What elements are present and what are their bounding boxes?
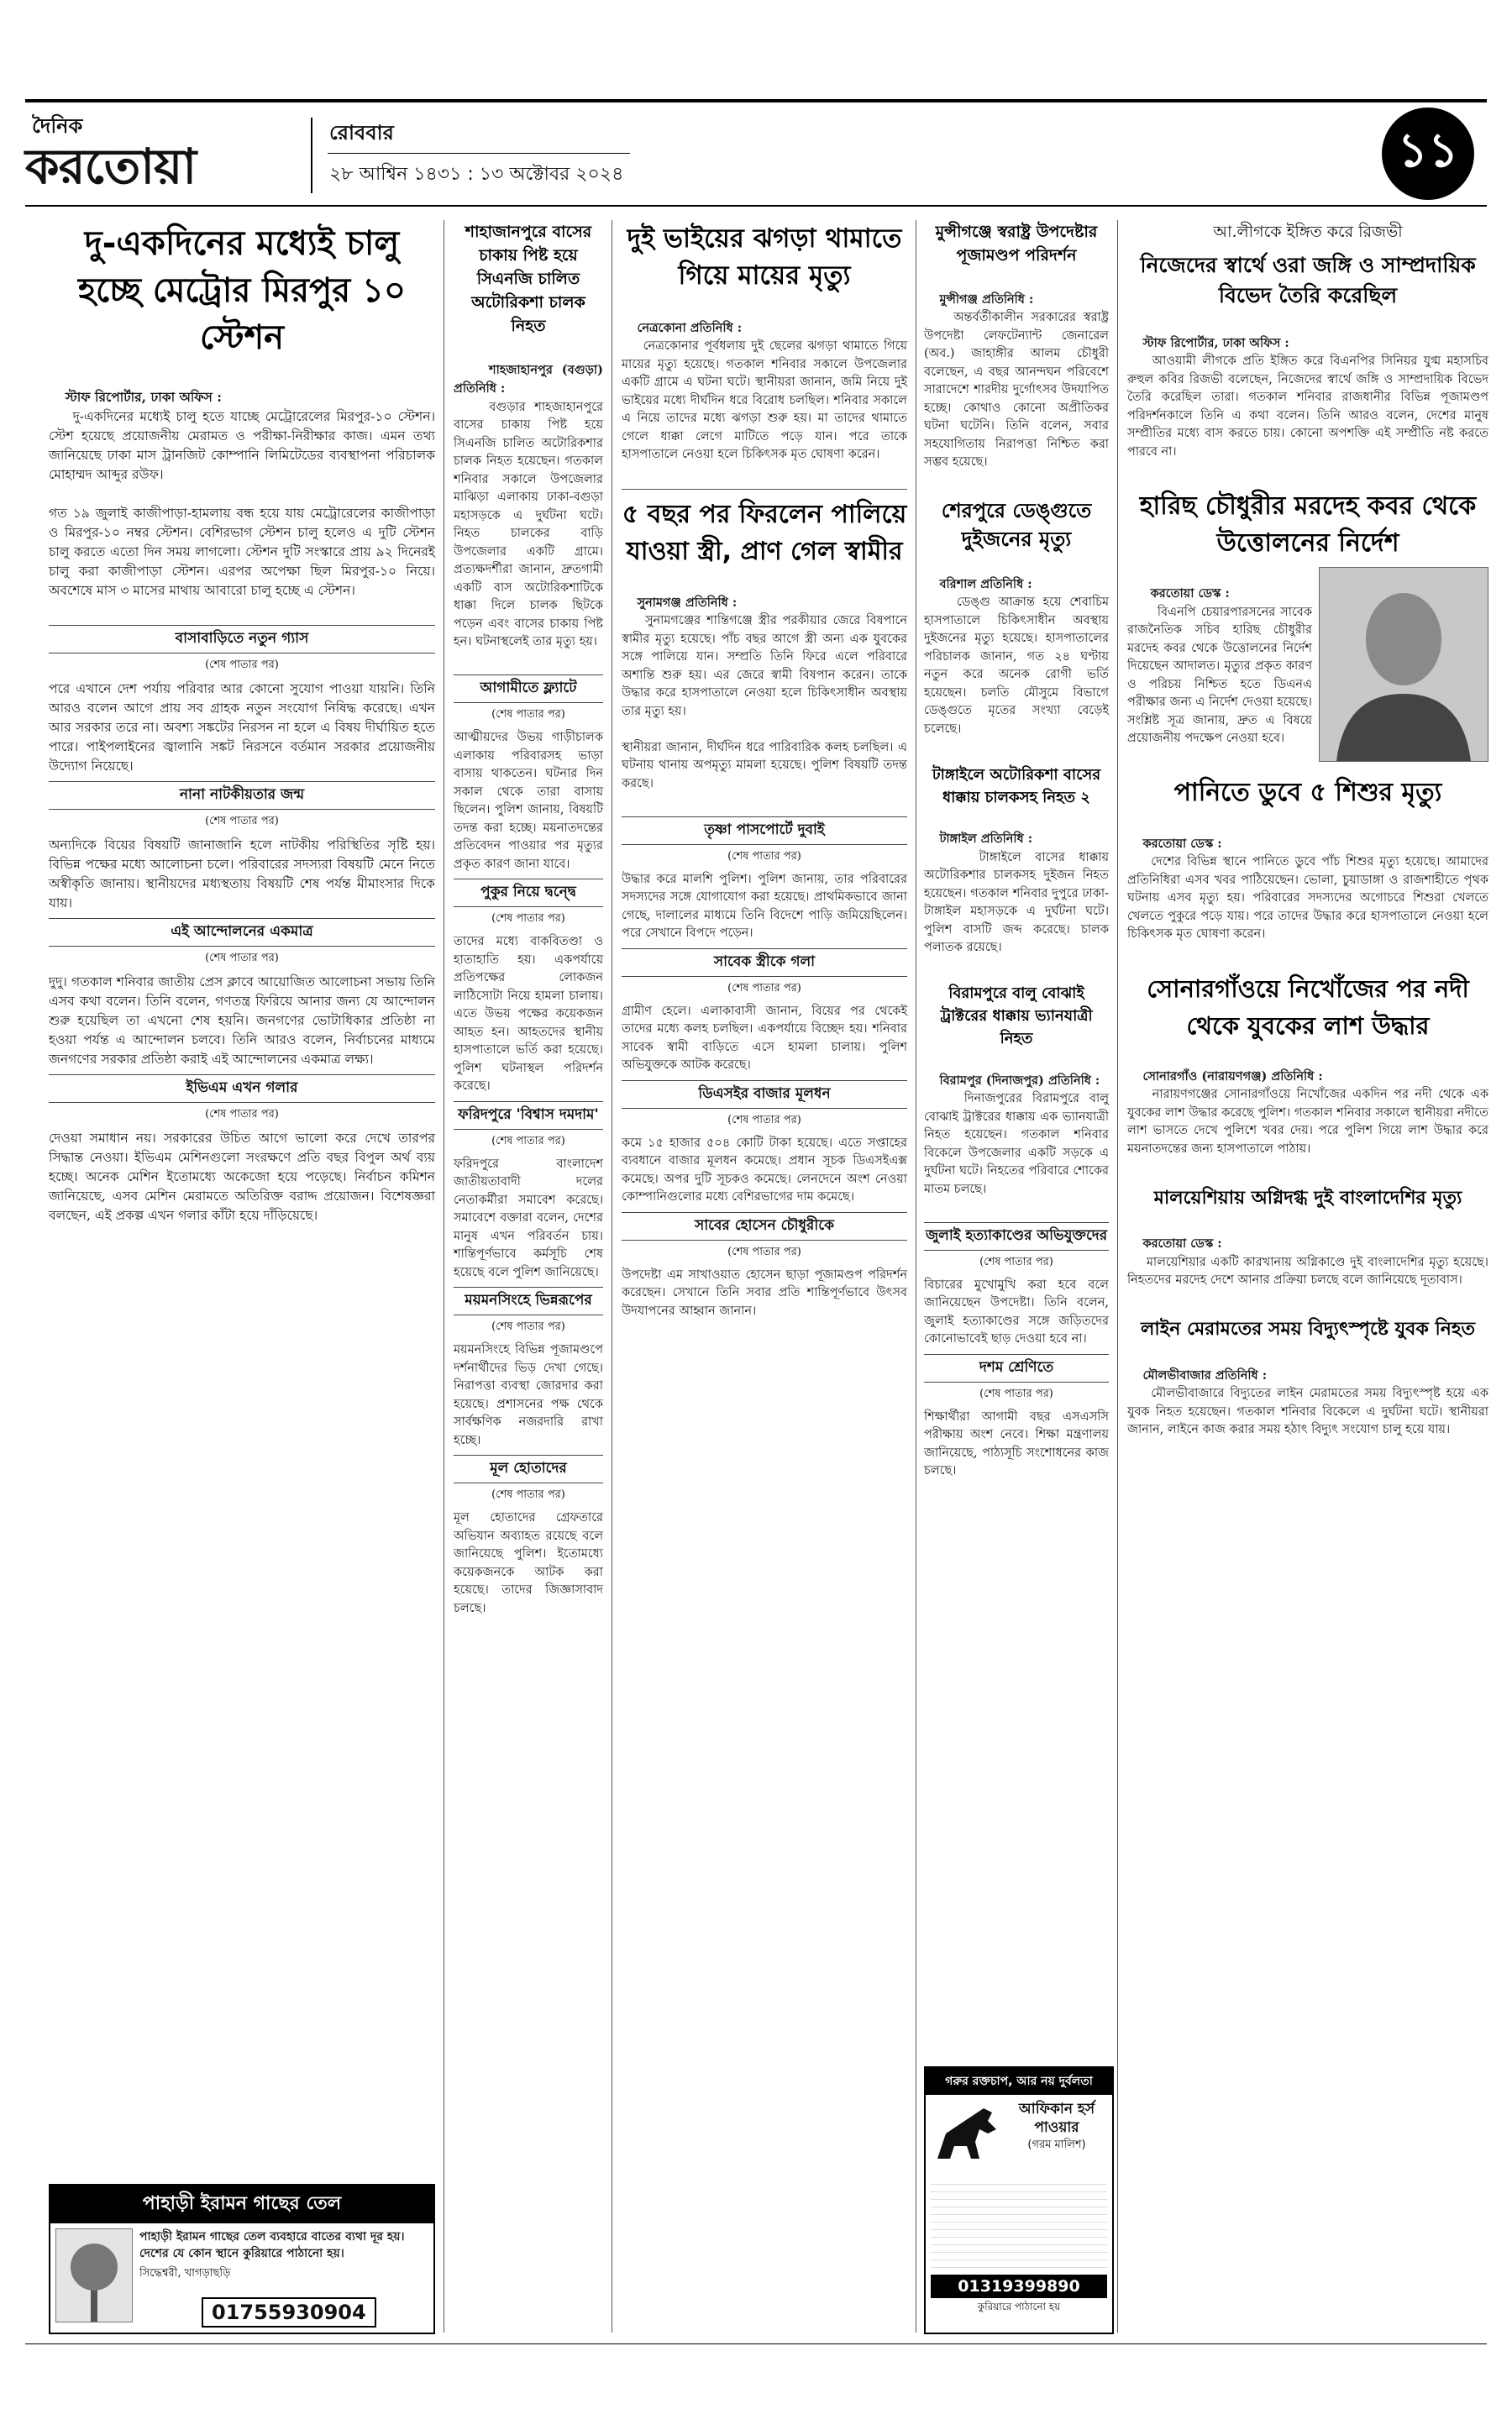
person-icon	[1320, 568, 1488, 761]
logo	[25, 111, 302, 199]
metro-sub4: ইভিএম এখন গলার	[49, 1074, 435, 1103]
col2-h4-body: ফরিদপুরে বাংলাদেশ জাতীয়তাবাদী দলের নেতাকর্মীরা সমাবেশ করেছে। সমাবেশে বক্তারা বলেন, দেশের মানুষ এখন পরিবর্তন চায়। শান্তিপূর্ণভাবে কর্মসূচি শেষ হয়েছে বলে পুলিশ জানিয়েছে।	[454, 1157, 607, 1279]
col4-h6-body: শিক্ষার্থীরা আগামী বছর এসএসসি পরীক্ষায় অংশ নেবে। শিক্ষা মন্ত্রণালয় জানিয়েছে, পাঠ্যসূচি সংশোধনের কাজ চলছে।	[924, 1409, 1113, 1477]
col-brothers	[622, 220, 911, 2333]
col5-h1-article	[1127, 316, 1493, 480]
portrait-photo	[1319, 567, 1488, 762]
brothers-sub1-cont: (শেষ পাতার পর)	[727, 849, 801, 863]
col2-h1-article	[454, 343, 608, 669]
ad-horse-subtitle: (গরম মালিশ)	[1027, 2139, 1086, 2151]
col4-h5: জুলাই হত্যাকাণ্ডের অভিযুক্তদের	[924, 1222, 1109, 1251]
metro-body3: অন্যদিকে বিয়ের বিষয়টি জানাজানি হলে নাটকীয় পরিস্থিতির সৃষ্টি হয়। বিভিন্ন পক্ষের মধ্যে আলোচনা চলে। পরিবারের সদস্যরা বিষয়টি মেনে নিতে অস্বীকৃতি জানায়। স্থানীয়দের মধ্যস্থতায় বিষয়টি শেষ পর্যন্ত মীমাংসার দিকে যায়।	[49, 837, 439, 911]
metro-byline: স্টাফ রিপোর্টার, ঢাকা অফিস :	[65, 389, 223, 405]
col-metro	[49, 220, 439, 2177]
ad-left-phone: 01755930904	[202, 2297, 376, 2328]
brothers-sub2-cont: (শেষ পাতার পর)	[727, 981, 801, 995]
col5-h6-byline: মৌলভীবাজার প্রতিনিধি :	[1142, 1367, 1268, 1383]
col4-h2: শেরপুরে ডেঙ্গুতে দুইজনের মৃত্যু	[941, 499, 1092, 551]
ad-horse-fineprint	[931, 2177, 1107, 2270]
issue-day: রোববার	[329, 121, 394, 144]
col4-h1-byline: মুন্সীগঞ্জ প্রতিনিধি :	[939, 291, 1034, 307]
col2-h6-body: মূল হোতাদের গ্রেফতারে অভিযান অব্যাহত রয়েছে বলে জানিয়েছে পুলিশ। ইতোমধ্যে কয়েকজনকে আটক করা হয়েছে। তাদের জিজ্ঞাসাবাদ চলছে।	[454, 1511, 607, 1615]
col4-h4-byline: বিরামপুর (দিনাজপুর) প্রতিনিধি :	[939, 1073, 1100, 1088]
logo-prefix: দৈনিক	[32, 114, 83, 138]
col5-h4-byline: সোনারগাঁও (নারায়ণগঞ্জ) প্রতিনিধি :	[1142, 1068, 1323, 1084]
col4-h5-cont: (শেষ পাতার পর)	[979, 1255, 1053, 1268]
col2-h1-body: বগুড়ার শাহজাহানপুরে বাসের চাকায় পিষ্ট হয়ে সিএনজি চালিত অটোরিকশার চালক নিহত হয়েছেন। গতকাল শনিবার সকালে উপজেলার মাঝিড়া এলাকায় ঢাকা-বগুড়া মহাসড়কে এ দুর্ঘটনা ঘটে। নিহত চালকের বাড়ি উপজেলার একটি গ্রামে। প্রত্যক্ষদর্শীরা জানান, দ্রুতগামী একটি বাস অটোরিকশাটিকে ধাক্কা দিলে চালক ছিটকে পড়েন এবং বাসের চাকায় পিষ্ট হন। ঘটনাস্থলেই তার মৃত্যু হয়।	[454, 400, 607, 648]
ad-horse-title: আফিকান হর্স পাওয়ার	[1018, 2101, 1095, 2136]
col5-h1-body: আওয়ামী লীগকে প্রতি ইঙ্গিত করে বিএনপির সিনিয়র যুগ্ম মহাসচিব রুহুল কবির রিজভী বলেছেন, নিজেদের স্বার্থে জঙ্গি ও সাম্প্রদায়িক বিভেদ তৈরি করেছিল তারা। গতকাল শনিবার রাজধানীর বিভিন্ন পূজামণ্ডপ পরিদর্শনকালে তিনি এ কথা বলেন। তিনি আরও বলেন, দেশের মানুষ সম্প্রীতির মধ্যে বাস করতে চায়। কোনো অপশক্তি এই সম্প্রীতি নষ্ট করতে পারবে না।	[1127, 354, 1493, 459]
ad-horse-power	[924, 2066, 1114, 2334]
metro-article	[49, 368, 435, 620]
col5-h5: মালয়েশিয়ায় অগ্নিদগ্ধ দুই বাংলাদেশির মৃত্যু	[1153, 1187, 1462, 1209]
ad-horse-phone: 01319399890	[931, 2275, 1107, 2298]
ad-left-tree-image	[55, 2228, 133, 2322]
brothers-sub1: তৃষ্ণা পাসপোর্টে দুবাই	[622, 816, 907, 845]
col4-h3-byline: টাঙ্গাইল প্রতিনিধি :	[939, 832, 1033, 846]
brothers-feature-rule	[622, 489, 907, 490]
col2-h5-cont: (শেষ পাতার পর)	[491, 1320, 565, 1333]
col2-h3-body: তাদের মধ্যে বাকবিতণ্ডা ও হাতাহাতি হয়। একপর্যায়ে প্রতিপক্ষের লোকজন লাঠিসোটা নিয়ে হামলা চালায়। এতে উভয় পক্ষের কয়েকজন আহত হন। আহতদের স্থানীয় হাসপাতালে ভর্তি করা হয়েছে। পুলিশ ঘটনাস্থল পরিদর্শন করেছে।	[454, 935, 607, 1093]
metro-headline: দু-একদিনের মধ্যেই চালু হচ্ছে মেট্রোর মিরপুর ১০ স্টেশন	[77, 224, 407, 357]
metro-body: দু-একদিনের মধ্যেই চালু হতে যাচ্ছে মেট্রোরেলের মিরপুর-১০ স্টেশন। স্টেশ হয়েছে প্রয়োজনীয় মেরামত ও পরীক্ষা-নিরীক্ষার কাজ। এমন তথ্য জানিয়েছে ঢাকা মাস ট্রানজিট কোম্পানি লিমিটেডের ব্যবস্থাপনা পরিচালক মোহাম্মদ আব্দুর রউফ। গত ১৯ জুলাই কাজীপাড়া-হামলায় বন্ধ হয়ে যায় মেট্রোরেলের কাজীপাড়া ও মিরপুর-১০ নম্বর স্টেশন। বেশিরভাগ স্টেশন চালু হলেও এ দুটি স্টেশন চালু করতে এতো দিন সময় লাগলো। স্টেশন দুটি সংস্কারে প্রায় ৯২ দিনেরই চালু করা কাজীপাড়া স্টেশন। এরপর অপেক্ষা ছিল মিরপুর-১০ নিয়ে। অবশেষে মাস ৩ মাসের মাথায় আবারো চালু হচ্ছে এ স্টেশন।	[49, 409, 435, 598]
metro-sub3: এই আন্দোলনের একমাত্র	[49, 918, 435, 947]
feature-headline: ৫ বছর পর ফিরলেন পালিয়ে যাওয়া স্ত্রী, প্রাণ গেল স্বামীর	[622, 500, 907, 566]
col4-h1-article	[924, 272, 1113, 490]
col4-h2-byline: বরিশাল প্রতিনিধি :	[939, 576, 1032, 591]
ad-left-tag: সিদ্ধেশ্বরী, খাগড়াছড়ি	[139, 2267, 231, 2280]
col2-h5-body: ময়মনসিংহে বিভিন্ন পূজামণ্ডপে দর্শনার্থীদের ভিড় দেখা গেছে। নিরাপত্তা ব্যবস্থা জোরদার করা হয়েছে। প্রশাসনের পক্ষ থেকে সার্বক্ষণিক নজরদারি রাখা হচ্ছে।	[454, 1343, 607, 1447]
col2-h3-cont: (শেষ পাতার পর)	[491, 912, 565, 925]
col4-h4-body: দিনাজপুরের বিরামপুরে বালু বোঝাই ট্রাক্টরের ধাক্কায় এক ভ্যানযাত্রী নিহত হয়েছেন। গতকাল শনিবার বিকেলে উপজেলার একটি সড়কে এ দুর্ঘটনা ঘটে। নিহতের পরিবারে শোকের মাতম চলছে।	[924, 1092, 1113, 1196]
brothers-sub2-body: গ্রামীণ হেলে। এলাকাবাসী জানান, বিয়ের পর থেকেই তাদের মধ্যে কলহ চলছিল। একপর্যায়ে বিচ্ছেদ হয়। শনিবার সাবেক স্বামী বাড়িতে এসে হামলা চালায়। পুলিশ অভিযুক্তকে আটক করেছে।	[622, 1004, 911, 1072]
col-two	[454, 220, 608, 2333]
brothers-sub3-cont: (শেষ পাতার পর)	[727, 1113, 801, 1126]
metro-body2: পরে এখানে দেশ পর্যায় পরিবার আর কোনো সুযোগ পাওয়া যায়নি। তিনি আরও বলেন আগে প্রায় সব গ্রাহক নতুন সংযোগ নিষিদ্ধ করেছে। এখন আর সরকার তরে না। অবশ্য সঙ্কটের নিরসন না হলে এ বিষয় দীর্ঘায়িত হতে পারে। পাইপলাইনের জ্বালানি সঙ্কট নিরসনে বর্তমান সরকার প্রয়োজনীয় উদ্যোগ নিয়েছে।	[49, 681, 439, 774]
col4-h6-cont: (শেষ পাতার পর)	[979, 1387, 1053, 1400]
tree-icon	[65, 2238, 123, 2322]
col4-h2-body: ডেঙ্গু আক্রান্ত হয়ে শেবাচিম হাসপাতালে চিকিৎসাধীন অবস্থায় দুইজনের মৃত্যু হয়েছে। হাসপাতালের পরিচালক জানান, গত ২৪ ঘণ্টায় নতুন করে অনেক রোগী ভর্তি হয়েছেন। চলতি মৌসুমে বিভাগে ডেঙ্গুতে মৃতের সংখ্যা বেড়েই চলেছে।	[924, 596, 1113, 736]
logo-name: করতোয়া	[25, 138, 197, 195]
brothers-body: নেত্রকোনার পূর্বধলায় দুই ছেলের ঝগড়া থামাতে গিয়ে মায়ের মৃত্যু হয়েছে। গতকাল শনিবার সকালে উপজেলার একটি গ্রামে এ ঘটনা ঘটে। স্থানীয়রা জানান, জমি নিয়ে দুই ভাইয়ের মধ্যে দীর্ঘদিন ধরে বিরোধ চলছিল। শনিবার সকালে এ নিয়ে তাদের মধ্যে ঝগড়া শুরু হয়। মা তাদের থামাতে গেলে ধাক্কা লেগে মাটিতে পড়ে যান। পরে তাকে হাসপাতালে নেওয়া হলে চিকিৎসক মৃত ঘোষণা করেন।	[622, 339, 911, 461]
col2-h2-body: আত্মীয়দের উভয় গাড়ীচালক এলাকায় পরিবারসহ ভাড়া বাসায় থাকতেন। ঘটনার দিন সকাল থেকে তারা বাসায় ছিলেন। পুলিশ জানায়, বিষয়টি তদন্ত করা হচ্ছে। ময়নাতদন্তের প্রতিবেদন পাওয়ার পর মৃত্যুর প্রকৃত কারণ জানা যাবে।	[454, 731, 607, 871]
col2-h4: ফরিদপুরে 'বিশ্বাস দমদাম'	[454, 1101, 603, 1130]
ad-left-title: পাহাড়ী ইরামন গাছের তেল	[50, 2186, 433, 2223]
ad-horse-note: কুরিয়ারে পাঠানো হয়	[977, 2301, 1061, 2312]
col2-h1-byline: শাহজাহানপুর (বগুড়া) প্রতিনিধি :	[454, 362, 608, 396]
col5-h4-body: নারায়ণগঞ্জের সোনারগাঁওয়ে নিখোঁজের একদিন পর নদী থেকে এক যুবকের লাশ উদ্ধার করেছে পুলিশ। গতকাল শনিবার সকালে স্থানীয়রা নদীতে লাশ ভাসতে দেখে পুলিশে খবর দেয়। পরে পুলিশ গিয়ে লাশ উদ্ধার করে ময়নাতদন্তের জন্য হাসপাতালে পাঠায়।	[1127, 1088, 1493, 1156]
brothers-byline: নেত্রকোনা প্রতিনিধি :	[637, 320, 743, 335]
col4-h3-body: টাঙ্গাইলে বাসের ধাক্কায় অটোরিকশার চালকসহ দুইজন নিহত হয়েছেন। গতকাল শনিবার দুপুরে ঢাকা-টাঙ্গাইল মহাসড়কে এ দুর্ঘটনা ঘটে। পুলিশ বাসটি জব্দ করেছে। চালক পলাতক রয়েছে।	[924, 850, 1113, 954]
col5-h6-body: মৌলভীবাজারে বিদ্যুতের লাইন মেরামতের সময় বিদ্যুৎস্পৃষ্ট হয়ে এক যুবক নিহত হয়েছেন। গতকাল শনিবার বিকেলে এ দুর্ঘটনা ঘটে। স্থানীয়রা জানান, লাইনে কাজ করার সময় হঠাৎ বিদ্যুৎ সংযোগ চালু হয়ে যায়।	[1127, 1387, 1493, 1436]
col5-kicker: আ.লীগকে ইঙ্গিত করে রিজভী	[1213, 223, 1403, 241]
col5-h5-body: মালয়েশিয়ার একটি কারখানায় অগ্নিকাণ্ডে দুই বাংলাদেশির মৃত্যু হয়েছে। নিহতদের মরদেহ দেশে আনার প্রক্রিয়া চলছে বলে জানিয়েছে দূতাবাস।	[1127, 1255, 1493, 1287]
feature-byline: সুনামগঞ্জ প্রতিনিধি :	[637, 595, 738, 610]
col2-h5: ময়মনসিংহে ভিন্নরূপের	[454, 1287, 603, 1315]
metro-body4: দুদু। গতকাল শনিবার জাতীয় প্রেস ক্লাবে আয়োজিত আলোচনা সভায় তিনি এসব কথা বলেন। তিনি বলেন, গণতন্ত্র ফিরিয়ে আনার জন্য যে আন্দোলন শুরু হয়েছিল তা এখনো শেষ হয়নি। জনগণের ভোটাধিকার প্রতিষ্ঠা না হওয়া পর্যন্ত এ আন্দোলন চলবে। তিনি আরও বলেন, নির্বাচনের মাধ্যমে জনগণের সরকার প্রতিষ্ঠা করাই এই আন্দোলনের একমাত্র লক্ষ্য।	[49, 974, 439, 1067]
col4-h3: টাঙ্গাইলে অটোরিকশা বাসের ধাক্কায় চালকসহ নিহত ২	[932, 765, 1101, 806]
page-number-badge	[1382, 108, 1474, 200]
page-number: ১১	[1397, 123, 1459, 178]
metro-sub2: নানা নাটকীয়তার জন্ম	[49, 781, 435, 810]
col5-h3-body: দেশের বিভিন্ন স্থানে পানিতে ডুবে পাঁচ শিশুর মৃত্যু হয়েছে। আমাদের প্রতিনিধিরা এসব খবর পাঠিয়েছেন। ভোলা, চুয়াডাঙ্গা ও রাজশাহীতে পৃথক ঘটনায় এসব মৃত্যু হয়। পরিবারের সদস্যদের অগোচরে শিশুরা খেলতে খেলতে পুকুরে পড়ে যায়। পরে তাদের উদ্ধার করে হাসপাতালে নেওয়া হলে চিকিৎসক মৃত ঘোষণা করেন।	[1127, 855, 1493, 941]
col2-h6: মূল হোতাদের	[454, 1455, 603, 1483]
metro-sub3-cont: (শেষ পাতার পর)	[205, 952, 279, 964]
col-four	[924, 220, 1113, 2060]
col5-h2-byline: করতোয়া ডেস্ক :	[1150, 586, 1230, 601]
col4-h3-article	[924, 812, 1113, 976]
col5-h2-body: বিএনপি চেয়ারপারসনের সাবেক রাজনৈতিক সচিব হারিছ চৌধুরীর মরদেহ কবর থেকে উত্তোলনের নির্দেশ দিয়েছেন আদালত। মৃত্যুর প্রকৃত কারণ ও পরিচয় নিশ্চিত হতে ডিএনএ পরীক্ষার জন্য এ নির্দেশ দেওয়া হয়েছে। সংশ্লিষ্ট সূত্র জানায়, দ্রুত এ বিষয়ে প্রয়োজনীয় পদক্ষেপ নেওয়া হবে।	[1127, 605, 1316, 745]
issue-date-rule	[328, 153, 630, 154]
brothers-sub1-body: উদ্ধার করে মালশি পুলিশ। পুলিশ জানায়, তার পরিবারের সদস্যদের সঙ্গে যোগাযোগ করা হয়েছে। প্রাথমিকভাবে জানা গেছে, দালালের মাধ্যমে তিনি বিদেশে পাড়ি জমিয়েছিলেন। পরে সেখানে বিপদে পড়েন।	[622, 872, 911, 940]
col5-h3-byline: করতোয়া ডেস্ক :	[1142, 836, 1222, 851]
brothers-sub2: সাবেক স্ত্রীকে গলা	[622, 948, 907, 977]
brothers-sub3-body: কমে ১৫ হাজার ৫০৪ কোটি টাকা হয়েছে। এতে সপ্তাহের ব্যবধানে বাজার মূলধন কমেছে। প্রধান সূচক ডিএসইএক্স কমেছে। অপর দুটি সূচকও কমেছে। লেনদেনে অংশ নেওয়া কোম্পানিগুলোর মধ্যে বেশিরভাগের দাম কমেছে।	[622, 1136, 911, 1204]
col4-h4-article	[924, 1053, 1113, 1217]
col2-h4-cont: (শেষ পাতার পর)	[491, 1134, 565, 1147]
col5-h1-byline: স্টাফ রিপোর্টার, ঢাকা অফিস :	[1142, 335, 1289, 350]
col5-h5-byline: করতোয়া ডেস্ক :	[1142, 1236, 1222, 1251]
col2-h6-cont: (শেষ পাতার পর)	[491, 1488, 565, 1501]
col5-h4-article	[1127, 1049, 1493, 1177]
metro-sub2-cont: (শেষ পাতার পর)	[205, 815, 279, 827]
col5-h3-article	[1127, 816, 1493, 962]
brothers-article	[622, 301, 911, 482]
metro-body5: দেওয়া সমাধান নয়। সরকারের উচিত আগে ভালো করে দেখে তারপর সিদ্ধান্ত নেওয়া। ইভিএম মেশিনগুলো সংরক্ষণে প্রতি বছর বিপুল অর্থ ব্যয় হচ্ছে। অনেক মেশিন ইতোমধ্যে অকেজো হয়ে পড়েছে। নির্বাচন কমিশন জানিয়েছে, এসব মেশিন মেরামতে অতিরিক্ত বরাদ্দ প্রয়োজন। বিশেষজ্ঞরা বলছেন, এই প্রকল্প এখন গলার কাঁটা হয়ে দাঁড়িয়েছে।	[49, 1131, 439, 1223]
col4-h1: মুন্সীগঞ্জে স্বরাষ্ট্র উপদেষ্টার পূজামণ্ডপ পরিদর্শন	[935, 223, 1098, 265]
col5-h2: হারিছ চৌধুরীর মরদেহ কবর থেকে উত্তোলনের নির্দেশ	[1139, 491, 1477, 558]
feature-article	[622, 575, 907, 811]
issue-date: ২৮ আশ্বিন ১৪৩১ : ১৩ অক্টোবর ২০২৪	[329, 164, 624, 185]
col2-h3: পুকুর নিয়ে দ্বন্দ্বে	[454, 879, 603, 907]
col-five	[1127, 220, 1493, 2333]
brothers-sub4: সাবের হোসেন চৌধুরীকে	[622, 1212, 907, 1241]
col4-h6: দশম শ্রেণিতে	[924, 1354, 1109, 1383]
ad-irامon-oil	[49, 2184, 435, 2334]
col4-h5-body: বিচারের মুখোমুখি করা হবে বলে জানিয়েছেন উপদেষ্টা। তিনি বলেন, জুলাই হত্যাকাণ্ডের সঙ্গে জড়িতদের কোনোভাবেই ছাড় দেওয়া হবে না।	[924, 1278, 1113, 1346]
brothers-sub4-body: উপদেষ্টা এম সাখাওয়াত হোসেন ছাড়া পূজামণ্ডপ পরিদর্শন করেছেন। সেখানে তিনি সবার প্রতি শান্তিপূর্ণভাবে উৎসব উদযাপনের আহ্বান জানান।	[622, 1267, 911, 1318]
brothers-sub3: ডিএসইর বাজার মূলধন	[622, 1080, 907, 1109]
horse-icon	[929, 2100, 1005, 2167]
masthead	[0, 0, 1512, 206]
masthead-rule-top	[25, 99, 1487, 102]
col5-h6-article	[1127, 1348, 1493, 1457]
ad-horse-top: গরুর রক্তচাপ, আর নয় দুর্বলতা	[926, 2068, 1112, 2095]
col5-h2-article	[1127, 567, 1319, 767]
brothers-sub4-cont: (শেষ পাতার পর)	[727, 1245, 801, 1258]
col4-h4: বিরামপুরে বালু বোঝাই ট্রাক্টরের ধাক্কায় ভ্যানযাত্রী নিহত	[940, 984, 1093, 1047]
masthead-divider	[311, 118, 312, 193]
col2-h2-cont: (শেষ পাতার পর)	[491, 708, 565, 721]
col-rule-4	[1117, 220, 1118, 2333]
metro-sub1-cont: (শেষ পাতার পর)	[205, 659, 279, 671]
metro-sub4-cont: (শেষ পাতার পর)	[205, 1108, 279, 1121]
col5-h1: নিজেদের স্বার্থে ওরা জঙ্গি ও সাম্প্রদায়িক বিভেদ তৈরি করেছিল	[1140, 253, 1476, 307]
col2-h2: আগামীতে ফ্ল্যাটে	[454, 674, 603, 703]
col5-h5-article	[1127, 1217, 1493, 1309]
feature-body: সুনামগঞ্জের শান্তিগঞ্জে স্ত্রীর পরকীয়ার জেরে বিষপানে স্বামীর মৃত্যু হয়েছে। পাঁচ বছর আগে স্ত্রী অন্য এক যুবকের সঙ্গে পালিয়ে যান। সম্প্রতি তিনি ফিরে এলে পরিবারে অশান্তি শুরু হয়। এর জেরে স্বামী বিষপান করেন। তাকে উদ্ধার করে হাসপাতালে নেওয়া হলে চিকিৎসাধীন অবস্থায় তার মৃত্যু হয়। স্থানীয়রা জানান, দীর্ঘদিন ধরে পারিবারিক কলহ চলছিল। এ ঘটনায় থানায় অপমৃত্যু মামলা হয়েছে। পুলিশ বিষয়টি তদন্ত করছে।	[622, 614, 907, 790]
col5-h4: সোনারগাঁওয়ে নিখোঁজের পর নদী থেকে যুবকের লাশ উদ্ধার	[1147, 974, 1469, 1040]
col4-h2-article	[924, 557, 1113, 757]
col5-h6: লাইন মেরামতের সময় বিদ্যুৎস্পৃষ্টে যুবক নিহত	[1141, 1319, 1475, 1340]
metro-sub1: বাসাবাড়িতে নতুন গ্যাস	[49, 625, 435, 653]
ad-left-text: পাহাড়ী ইরামন গাছের তেল ব্যবহারে বাতের ব্যথা দূর হয়। দেশের যে কোন স্থানে কুরিয়ারে পাঠানো হয়।	[139, 2230, 409, 2260]
col4-h1-body: অন্তর্বর্তীকালীন সরকারের স্বরাষ্ট্র উপদেষ্টা লেফটেন্যান্ট জেনারেল (অব.) জাহাঙ্গীর আলম চৌধুরী বলেছেন, এ বছর আনন্দঘন পরিবেশে সারাদেশে শারদীয় দুর্গোৎসব উদযাপিত হচ্ছে। কোথাও কোনো অপ্রীতিকর ঘটনা ঘটেনি। তিনি বলেন, সবার সহযোগিতায় নিরাপত্তা নিশ্চিত করা সম্ভব হয়েছে।	[924, 311, 1113, 469]
col2-h1: শাহাজানপুরে বাসের চাকায় পিষ্ট হয়ে সিএনজি চালিত অটোরিকশা চালক নিহত	[465, 223, 592, 335]
brothers-headline: দুই ভাইয়ের ঝগড়া থামাতে গিয়ে মায়ের মৃত্যু	[627, 223, 902, 291]
masthead-rule-bottom	[25, 205, 1487, 207]
page-bottom-rule	[25, 2343, 1487, 2344]
col5-h3: পানিতে ডুবে ৫ শিশুর মৃত্যু	[1173, 778, 1442, 807]
